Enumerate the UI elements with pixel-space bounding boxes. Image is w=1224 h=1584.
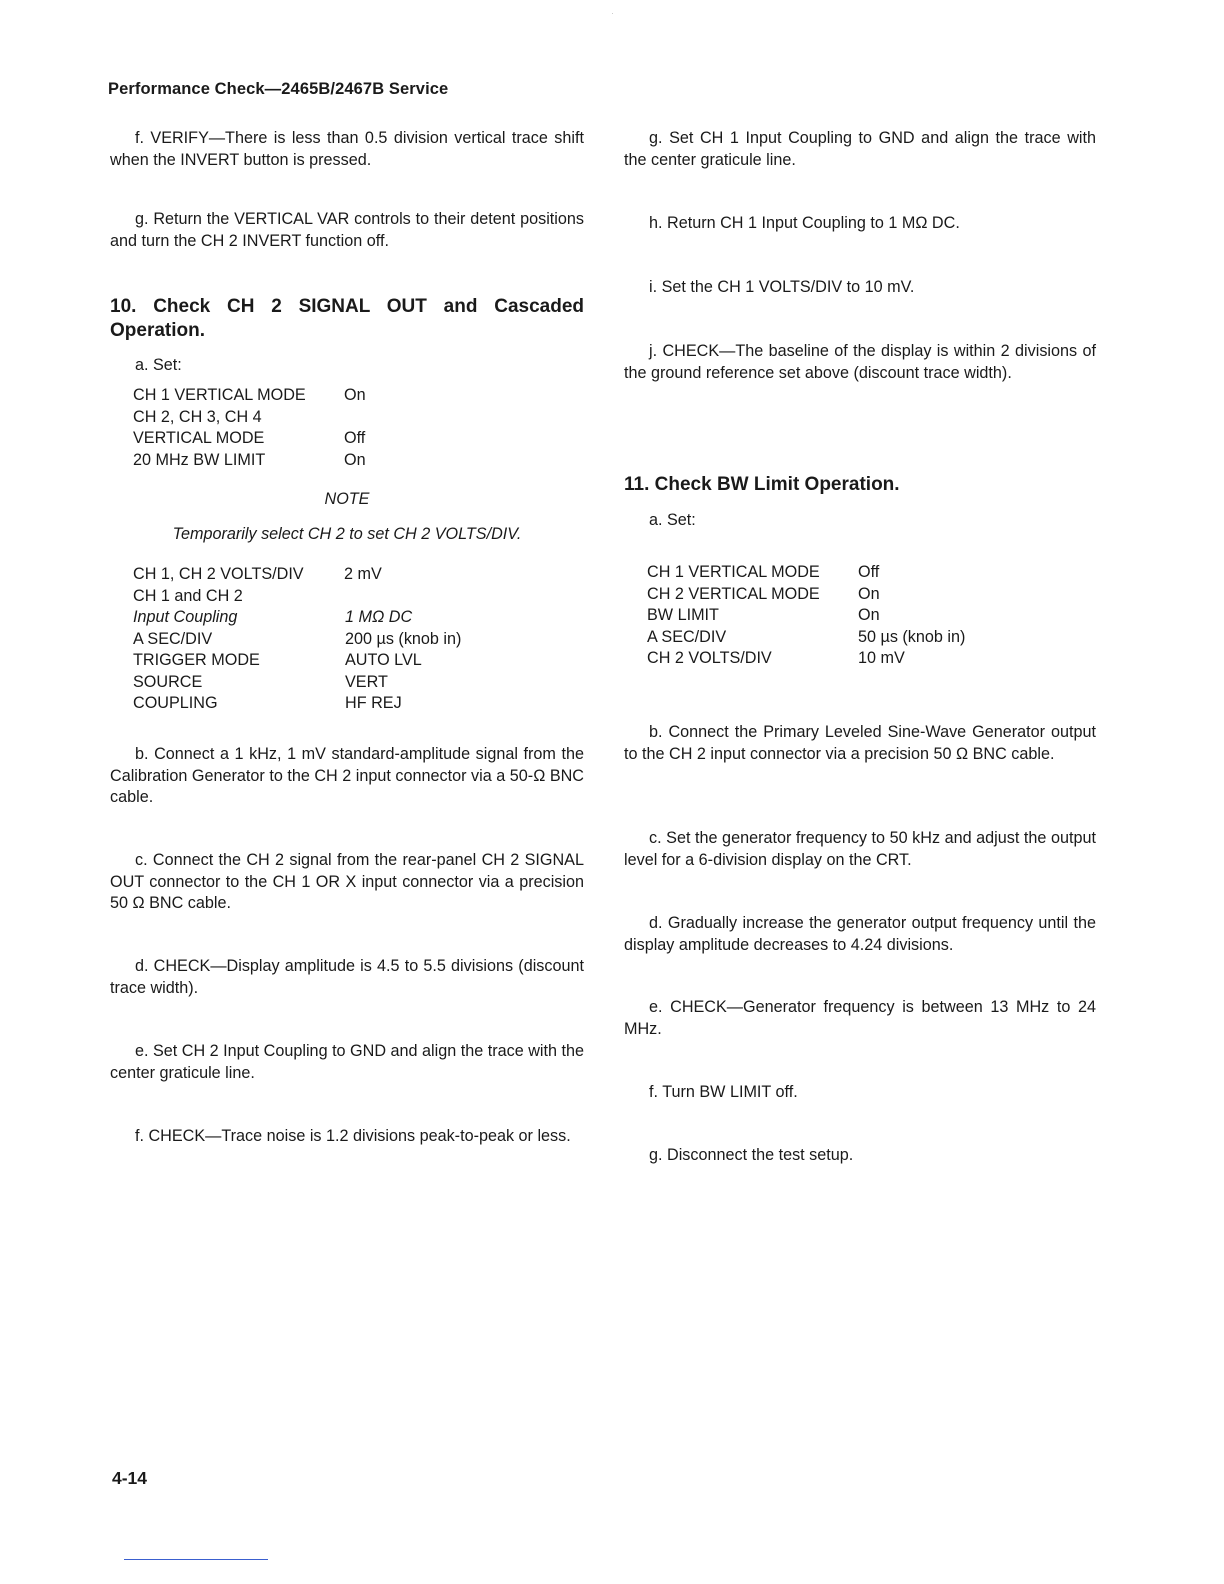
step-e-check-frequency: e. CHECK—Generator frequency is between 13 MHz to 24 MHz. <box>624 998 1096 1038</box>
set-label: a. Set: <box>649 511 696 529</box>
page-number: 4-14 <box>112 1468 148 1488</box>
step-c-connect-signal-out: c. Connect the CH 2 signal from the rear-panel CH 2 SIGNAL OUT connector to the CH 1 OR X input connector via a precision 50 Ω BNC cable. <box>110 851 584 912</box>
step-f-check-noise: f. CHECK—Trace noise is 1.2 divisions peak-to-peak or less. <box>135 1127 571 1145</box>
step-g-set-gnd: g. Set CH 1 Input Coupling to GND and align the trace with the center graticule line. <box>624 129 1096 169</box>
step-f-verify: f. VERIFY—There is less than 0.5 division vertical trace shift when the INVERT button is pressed. <box>110 129 584 169</box>
step-b-connect-signal: b. Connect a 1 kHz, 1 mV standard-amplitude signal from the Calibration Generator to the CH 2 input connector via a 50-Ω BNC cable. <box>110 745 584 806</box>
section-heading-10: 10. Check CH 2 SIGNAL OUT and Cascaded Operation. <box>110 296 584 341</box>
step-i-set-volts: i. Set the CH 1 VOLTS/DIV to 10 mV. <box>649 278 915 296</box>
scan-speck <box>612 13 613 14</box>
footer-rule <box>124 1559 268 1560</box>
step-g-disconnect: g. Disconnect the test setup. <box>649 1146 854 1164</box>
running-head: Performance Check—2465B/2467B Service <box>108 80 449 98</box>
step-c-set-frequency: c. Set the generator frequency to 50 kHz and adjust the output level for a 6-division display on the CRT. <box>624 829 1096 869</box>
step-f-bw-limit-off: f. Turn BW LIMIT off. <box>649 1083 798 1101</box>
step-d-check-amplitude: d. CHECK—Display amplitude is 4.5 to 5.5 divisions (discount trace width). <box>110 957 584 997</box>
step-h-return-coupling: h. Return CH 1 Input Coupling to 1 MΩ DC. <box>649 214 960 232</box>
step-e-set-gnd: e. Set CH 2 Input Coupling to GND and align the trace with the center graticule line. <box>110 1042 585 1082</box>
section-heading-11: 11. Check BW Limit Operation. <box>624 474 900 495</box>
step-j-check-baseline: j. CHECK—The baseline of the display is within 2 divisions of the ground reference set above (discount trace width). <box>624 342 1096 382</box>
step-g-return-var: g. Return the VERTICAL VAR controls to their detent positions and turn the CH 2 INVERT function off. <box>110 210 584 250</box>
note-title: NOTE <box>324 490 370 508</box>
step-d-increase-frequency: d. Gradually increase the generator output frequency until the display amplitude decreases to 4.24 divisions. <box>624 914 1096 954</box>
step-b-connect-generator: b. Connect the Primary Leveled Sine-Wave Generator output to the CH 2 input connector via a precision 50 Ω BNC cable. <box>624 723 1096 763</box>
set-label: a. Set: <box>135 356 182 374</box>
note-text: Temporarily select CH 2 to set CH 2 VOLTS/DIV. <box>172 525 522 543</box>
